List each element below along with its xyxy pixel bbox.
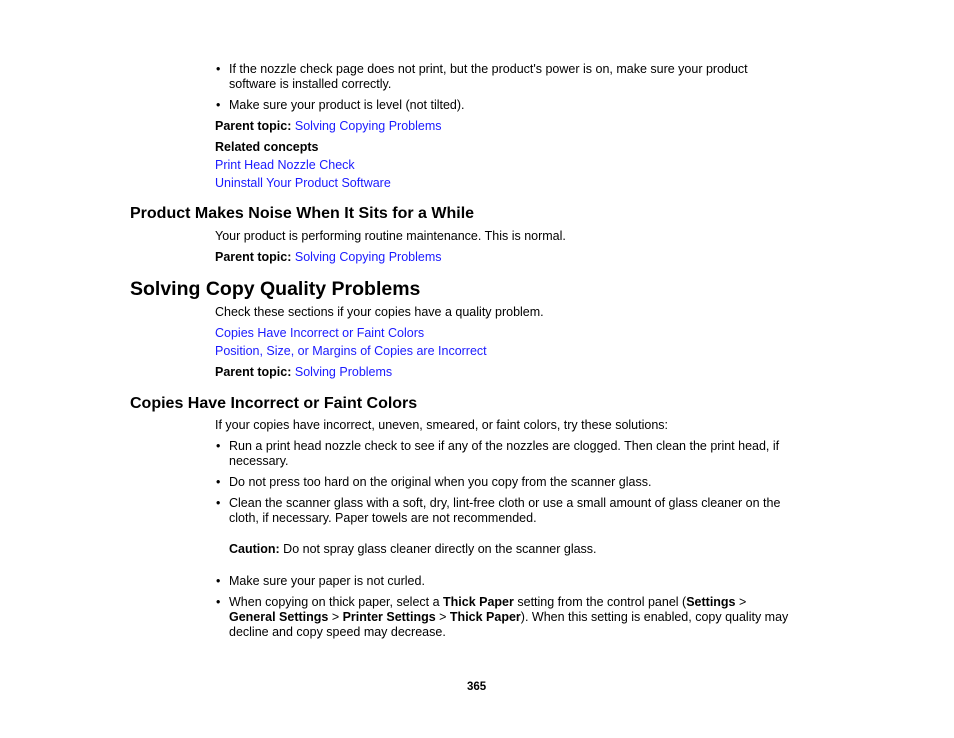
parent-topic-link[interactable]: Solving Problems [294, 365, 393, 379]
setting-name: Thick Paper [443, 595, 514, 609]
bullet-marker: • [216, 62, 221, 76]
text-run: ). When this setting is enabled, copy quality may [520, 610, 789, 624]
section-heading-faint-colors: Copies Have Incorrect or Faint Colors [130, 395, 418, 412]
link-position-size-margins[interactable]: Position, Size, or Margins of Copies are Incorrect [215, 344, 487, 358]
text-line: If the nozzle check page does not print, but the product's power is on, make sure your product [229, 62, 748, 76]
bullet-text-press-original: Do not press too hard on the original when you copy from the scanner glass. [229, 475, 652, 489]
related-link-uninstall-software[interactable]: Uninstall Your Product Software [215, 176, 391, 190]
bullet-marker: • [216, 439, 221, 453]
faint-colors-intro: If your copies have incorrect, uneven, smeared, or faint colors, try these solutions: [215, 418, 668, 432]
parent-topic-link[interactable]: Solving Copying Problems [294, 250, 442, 264]
section-heading-copy-quality: Solving Copy Quality Problems [130, 278, 421, 300]
bullet-text-thick-paper [229, 595, 788, 640]
noise-body: Your product is performing routine maintenance. This is normal. [215, 229, 566, 243]
text-line: Run a print head nozzle check to see if any of the nozzles are clogged. Then clean the print head, if [229, 439, 780, 453]
bullet-marker: • [216, 475, 221, 489]
parent-topic-label: Parent topic: [215, 119, 292, 133]
related-concepts-label: Related concepts [215, 140, 319, 154]
related-link-print-head-nozzle-check[interactable]: Print Head Nozzle Check [215, 158, 355, 172]
parent-topic-line [215, 250, 442, 265]
text-run: > [328, 610, 343, 624]
text-line: Clean the scanner glass with a soft, dry, lint-free cloth or use a small amount of glass cleaner on the [229, 496, 781, 510]
copy-quality-body: Check these sections if your copies have a quality problem. [215, 305, 544, 319]
caution-note [229, 542, 597, 557]
parent-topic-label: Parent topic: [215, 365, 292, 379]
bullet-text-clean-glass [229, 496, 780, 526]
text-line: necessary. [229, 454, 289, 468]
text-line: cloth, if necessary. Paper towels are not recommended. [229, 511, 537, 525]
text-line [229, 610, 788, 625]
text-run: > [735, 595, 747, 609]
bullet-text-paper-curled: Make sure your paper is not curled. [229, 574, 425, 588]
text-run: When copying on thick paper, select a [229, 595, 444, 609]
text-line: decline and copy speed may decrease. [229, 625, 446, 639]
setting-name: Printer Settings [342, 610, 436, 624]
bullet-marker: • [216, 595, 221, 609]
setting-name: Thick Paper [449, 610, 521, 624]
text-line: software is installed correctly. [229, 77, 392, 91]
text-line [229, 595, 788, 610]
setting-name: Settings [686, 595, 736, 609]
bullet-text-nozzle-check-clean [229, 439, 779, 469]
parent-topic-line [215, 119, 442, 134]
section-heading-noise: Product Makes Noise When It Sits for a While [130, 205, 475, 222]
caution-label: Caution: [229, 542, 280, 556]
text-run: setting from the control panel ( [513, 595, 687, 609]
link-incorrect-faint-colors[interactable]: Copies Have Incorrect or Faint Colors [215, 326, 425, 340]
caution-text: Do not spray glass cleaner directly on the scanner glass. [279, 542, 597, 556]
parent-topic-label: Parent topic: [215, 250, 292, 264]
bullet-text-level: Make sure your product is level (not tilted). [229, 98, 465, 112]
bullet-text-nozzle-check [229, 62, 748, 92]
page-number: 365 [467, 681, 487, 693]
parent-topic-line [215, 365, 392, 380]
text-run: > [435, 610, 450, 624]
bullet-marker: • [216, 98, 221, 112]
setting-name: General Settings [229, 610, 329, 624]
parent-topic-link[interactable]: Solving Copying Problems [294, 119, 442, 133]
bullet-marker: • [216, 496, 221, 510]
bullet-marker: • [216, 574, 221, 588]
